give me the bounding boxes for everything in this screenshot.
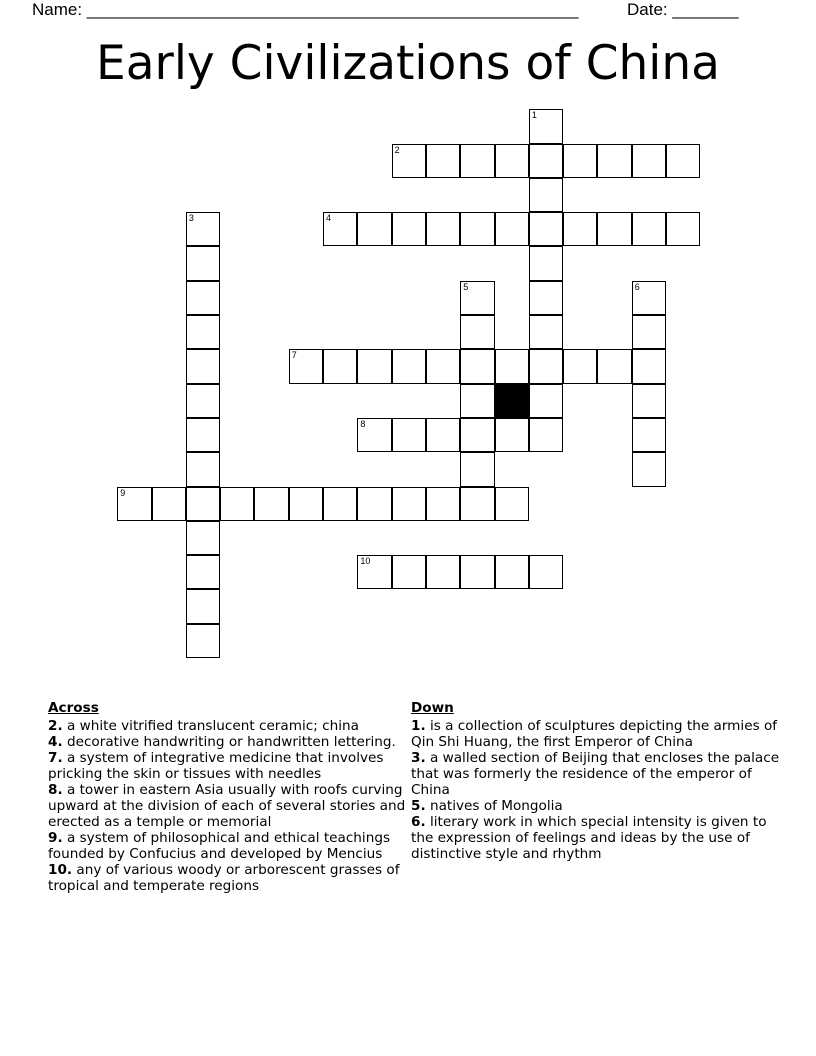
grid-cell[interactable] — [426, 487, 460, 521]
down-clue — [411, 814, 781, 862]
across-clue — [48, 734, 418, 750]
down-clue — [411, 798, 781, 814]
clue-number: 9 — [120, 487, 126, 498]
grid-cell[interactable] — [632, 418, 666, 452]
across-clues — [48, 700, 418, 894]
grid-cell[interactable] — [563, 212, 597, 246]
grid-cell[interactable] — [186, 384, 220, 418]
clue-text: a white vitrified translucent ceramic; china — [66, 718, 359, 734]
grid-cell[interactable] — [323, 349, 357, 383]
grid-cell[interactable] — [426, 555, 460, 589]
clue-num: 1. — [411, 718, 426, 734]
grid-cell[interactable] — [426, 212, 460, 246]
grid-cell[interactable] — [460, 315, 494, 349]
grid-cell[interactable] — [460, 144, 494, 178]
name-field[interactable]: Name: ____________________________________________________ — [32, 0, 579, 19]
grid-cell[interactable] — [392, 212, 426, 246]
clue-number: 4 — [326, 213, 332, 224]
clue-num: 3. — [411, 750, 426, 766]
black-cell — [495, 384, 529, 418]
grid-cell[interactable] — [357, 487, 391, 521]
grid-cell[interactable] — [323, 487, 357, 521]
grid-cell[interactable] — [392, 487, 426, 521]
grid-cell[interactable] — [632, 144, 666, 178]
clue-text: any of various woody or arborescent grasses of tropical and temperate regions — [48, 862, 400, 894]
across-clue — [48, 830, 418, 862]
clue-number: 5 — [463, 281, 469, 292]
grid-cell[interactable] — [117, 487, 151, 521]
down-heading: Down — [411, 700, 454, 716]
clue-text: literary work in which special intensity is given to the expression of feelings and ideas by the use of distinctive style and rhythm — [411, 814, 767, 862]
clue-num: 10. — [48, 862, 73, 878]
down-clues — [411, 700, 781, 862]
grid-cell[interactable] — [186, 246, 220, 280]
clue-number: 8 — [360, 418, 366, 429]
grid-cell[interactable] — [495, 418, 529, 452]
clue-number: 3 — [188, 213, 194, 224]
clue-text: a system of integrative medicine that involves pricking the skin or tissues with needles — [48, 750, 384, 782]
grid-cell[interactable] — [289, 349, 323, 383]
clue-number: 7 — [291, 350, 297, 361]
across-clue — [48, 718, 418, 734]
grid-cell[interactable] — [186, 418, 220, 452]
across-clue — [48, 862, 418, 894]
clue-num: 7. — [48, 750, 63, 766]
grid-cell[interactable] — [597, 212, 631, 246]
clue-num: 8. — [48, 782, 63, 798]
grid-cell[interactable] — [666, 212, 700, 246]
grid-cell[interactable] — [495, 144, 529, 178]
clue-text: a walled section of Beijing that encloses the palace that was formerly the residence of the emperor of China — [411, 750, 780, 798]
grid-cell[interactable] — [392, 349, 426, 383]
date-field[interactable]: Date: _______ — [627, 0, 739, 19]
grid-cell[interactable] — [632, 452, 666, 486]
grid-cell[interactable] — [529, 349, 563, 383]
grid-cell[interactable] — [460, 384, 494, 418]
grid-cell[interactable] — [529, 246, 563, 280]
grid-cell[interactable] — [426, 349, 460, 383]
clue-text: a system of philosophical and ethical teachings founded by Confucius and developed by Mencius — [48, 830, 391, 862]
clue-text: a tower in eastern Asia usually with roofs curving upward at the division of each of several stories and erected as a temple or memorial — [48, 782, 406, 830]
clue-text: decorative handwriting or handwritten lettering. — [66, 734, 396, 750]
clue-text: natives of Mongolia — [429, 798, 563, 814]
grid-cell[interactable] — [460, 487, 494, 521]
grid-cell[interactable] — [254, 487, 288, 521]
grid-cell[interactable] — [460, 452, 494, 486]
grid-cell[interactable] — [495, 349, 529, 383]
grid-cell[interactable] — [632, 281, 666, 315]
grid-cell[interactable] — [529, 144, 563, 178]
clue-text: is a collection of sculptures depicting the armies of Qin Shi Huang, the first Emperor of China — [411, 718, 778, 750]
grid-cell[interactable] — [392, 144, 426, 178]
grid-cell[interactable] — [186, 487, 220, 521]
grid-cell[interactable] — [495, 487, 529, 521]
grid-cell[interactable] — [495, 555, 529, 589]
grid-cell[interactable] — [460, 349, 494, 383]
grid-cell[interactable] — [529, 109, 563, 143]
grid-cell[interactable] — [392, 418, 426, 452]
grid-cell[interactable] — [357, 555, 391, 589]
grid-cell[interactable] — [529, 281, 563, 315]
grid-cell[interactable] — [357, 349, 391, 383]
grid-cell[interactable] — [186, 521, 220, 555]
clue-num: 9. — [48, 830, 63, 846]
clue-number: 6 — [634, 281, 640, 292]
grid-cell[interactable] — [495, 212, 529, 246]
page-title: Early Civilizations of China — [96, 36, 720, 91]
clue-num: 4. — [48, 734, 63, 750]
grid-cell[interactable] — [152, 487, 186, 521]
grid-cell[interactable] — [289, 487, 323, 521]
clue-num: 2. — [48, 718, 63, 734]
grid-cell[interactable] — [529, 384, 563, 418]
grid-cell[interactable] — [357, 212, 391, 246]
grid-cell[interactable] — [529, 315, 563, 349]
grid-cell[interactable] — [186, 452, 220, 486]
grid-cell[interactable] — [632, 349, 666, 383]
grid-cell[interactable] — [529, 418, 563, 452]
grid-cell[interactable] — [666, 144, 700, 178]
grid-cell[interactable] — [529, 178, 563, 212]
grid-cell[interactable] — [426, 144, 460, 178]
grid-cell[interactable] — [597, 349, 631, 383]
grid-cell[interactable] — [460, 281, 494, 315]
down-clue — [411, 750, 781, 798]
grid-cell[interactable] — [186, 624, 220, 658]
grid-cell[interactable] — [186, 555, 220, 589]
clue-num: 6. — [411, 814, 426, 830]
across-clue — [48, 750, 418, 782]
grid-cell[interactable] — [186, 212, 220, 246]
grid-cell[interactable] — [632, 212, 666, 246]
grid-cell[interactable] — [357, 418, 391, 452]
grid-cell[interactable] — [460, 418, 494, 452]
grid-cell[interactable] — [392, 555, 426, 589]
grid-cell[interactable] — [323, 212, 357, 246]
grid-cell[interactable] — [460, 212, 494, 246]
clue-number: 2 — [394, 144, 400, 155]
across-heading: Across — [48, 700, 99, 716]
grid-cell[interactable] — [563, 349, 597, 383]
across-clue — [48, 782, 418, 830]
clue-number: 1 — [531, 110, 537, 121]
grid-cell[interactable] — [597, 144, 631, 178]
grid-cell[interactable] — [186, 315, 220, 349]
grid-cell[interactable] — [186, 281, 220, 315]
grid-cell[interactable] — [529, 555, 563, 589]
grid-cell[interactable] — [426, 418, 460, 452]
grid-cell[interactable] — [529, 212, 563, 246]
clue-num: 5. — [411, 798, 426, 814]
grid-cell[interactable] — [632, 384, 666, 418]
grid-cell[interactable] — [220, 487, 254, 521]
clue-number: 10 — [360, 556, 371, 567]
grid-cell[interactable] — [460, 555, 494, 589]
grid-cell[interactable] — [186, 349, 220, 383]
grid-cell[interactable] — [563, 144, 597, 178]
grid-cell[interactable] — [186, 589, 220, 623]
grid-cell[interactable] — [632, 315, 666, 349]
down-clue — [411, 718, 781, 750]
